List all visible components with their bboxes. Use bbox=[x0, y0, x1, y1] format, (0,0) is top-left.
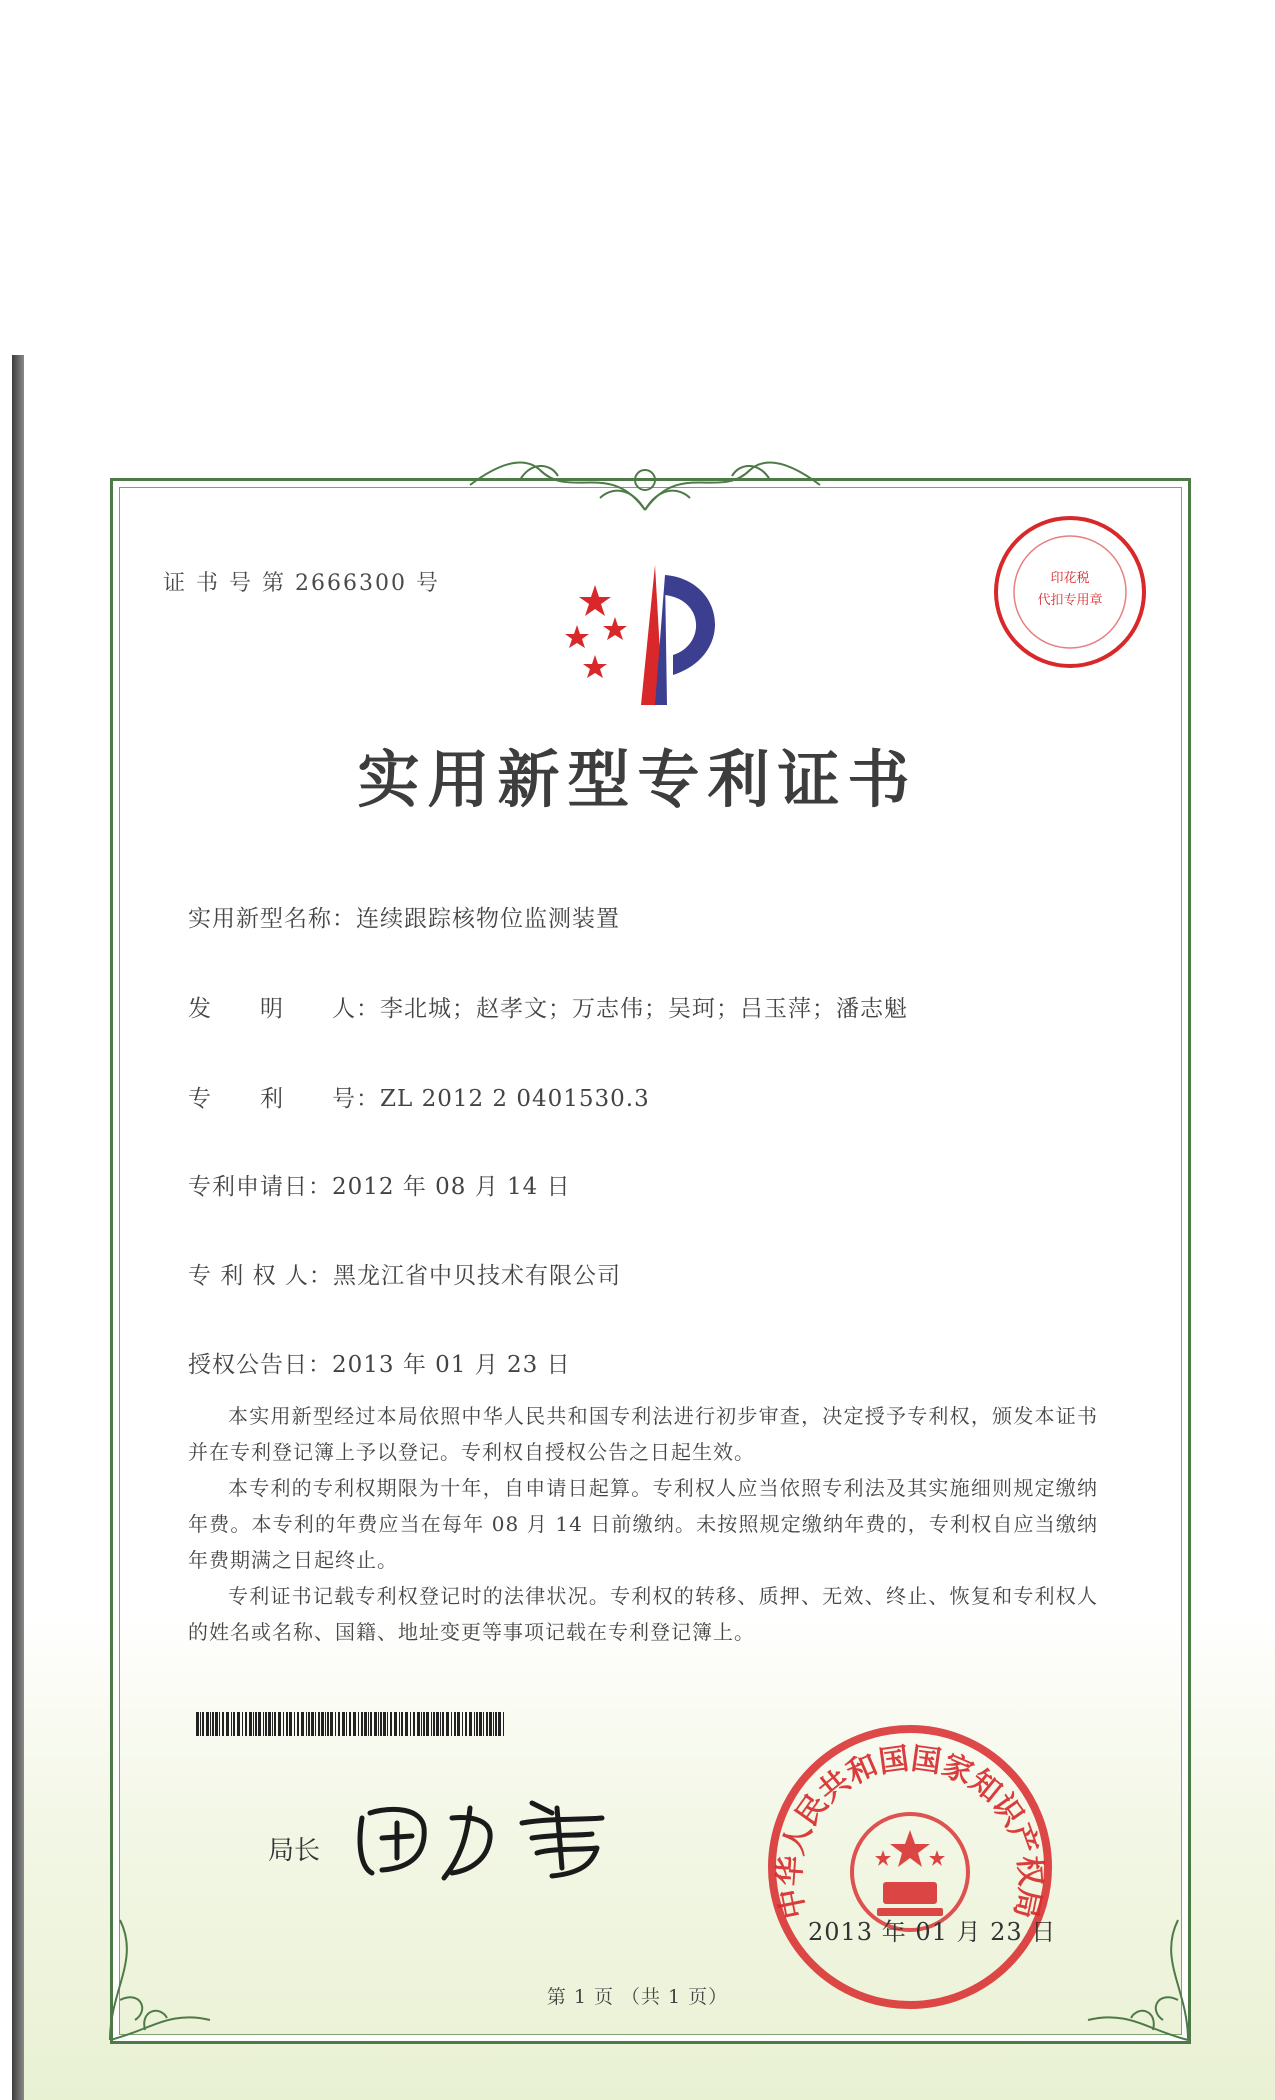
page-number: 第 1 页 （共 1 页） bbox=[546, 1986, 729, 2008]
inventor-label: 发 明 人： bbox=[188, 996, 380, 1022]
grant-date-label: 授权公告日： bbox=[188, 1352, 332, 1378]
inventor-row bbox=[188, 990, 908, 1023]
patent-number-row bbox=[188, 1080, 650, 1113]
utility-model-name-value: 连续跟踪核物位监测装置 bbox=[356, 906, 620, 932]
tax-stamp-seal bbox=[990, 512, 1150, 672]
bottom-left-ornament bbox=[100, 1900, 220, 2050]
director-label: 局长 bbox=[268, 1836, 321, 1866]
issue-date: 2013 年 01 月 23 日 bbox=[808, 1918, 1057, 1946]
utility-model-name-label: 实用新型名称： bbox=[188, 906, 356, 932]
filing-date-label: 专利申请日： bbox=[188, 1174, 332, 1200]
filing-date-row bbox=[188, 1168, 571, 1201]
patentee-label: 专 利 权 人： bbox=[188, 1263, 333, 1289]
svg-text:代扣专用章: 代扣专用章 bbox=[1037, 593, 1103, 608]
body-paragraph-3: 专利证书记载专利权登记时的法律状况。专利权的转移、质押、无效、终止、恢复和专利权人的姓名或名称、国籍、地址变更等事项记载在专利登记簿上。 bbox=[188, 1584, 1098, 1644]
certificate-number: 证 书 号 第 2666300 号 bbox=[163, 571, 440, 596]
scan-edge bbox=[12, 355, 24, 2100]
body-paragraph-1: 本实用新型经过本局依照中华人民共和国专利法进行初步审查，决定授予专利权，颁发本证书并在专利登记簿上予以登记。专利权自授权公告之日起生效。 bbox=[188, 1404, 1098, 1464]
patent-office-emblem bbox=[555, 555, 735, 715]
director-signature bbox=[352, 1778, 632, 1888]
svg-text:中华人民共和国国家知识产权局: 中华人民共和国国家知识产权局 bbox=[772, 1741, 1048, 1922]
patent-number-label: 专 利 号： bbox=[188, 1086, 380, 1112]
certificate-body bbox=[188, 1398, 1098, 1650]
grant-date-value: 2013 年 01 月 23 日 bbox=[332, 1352, 571, 1378]
inventor-value: 李北城；赵孝文；万志伟；吴珂；吕玉萍；潘志魁 bbox=[380, 996, 908, 1022]
body-paragraph-2: 本专利的专利权期限为十年，自申请日起算。专利权人应当依照专利法及其实施细则规定缴纳年费。本专利的年费应当在每年 08 月 14 日前缴纳。未按照规定缴纳年费的，专利权自应当缴纳年费期满之日起终止。 bbox=[188, 1476, 1098, 1572]
barcode bbox=[196, 1712, 508, 1736]
svg-text:印花税: 印花税 bbox=[1050, 571, 1090, 586]
patent-number-value: ZL 2012 2 0401530.3 bbox=[380, 1086, 650, 1112]
patentee-row bbox=[188, 1257, 621, 1290]
patentee-value: 黑龙江省中贝技术有限公司 bbox=[332, 1263, 621, 1289]
bottom-right-ornament bbox=[1078, 1900, 1198, 2050]
certificate-title: 实用新型专利证书 bbox=[357, 743, 918, 816]
patent-office-seal bbox=[765, 1722, 1055, 2012]
top-ornament bbox=[460, 440, 830, 520]
grant-date-row bbox=[188, 1346, 571, 1379]
utility-model-name-row bbox=[188, 900, 620, 933]
filing-date-value: 2012 年 08 月 14 日 bbox=[332, 1174, 571, 1200]
